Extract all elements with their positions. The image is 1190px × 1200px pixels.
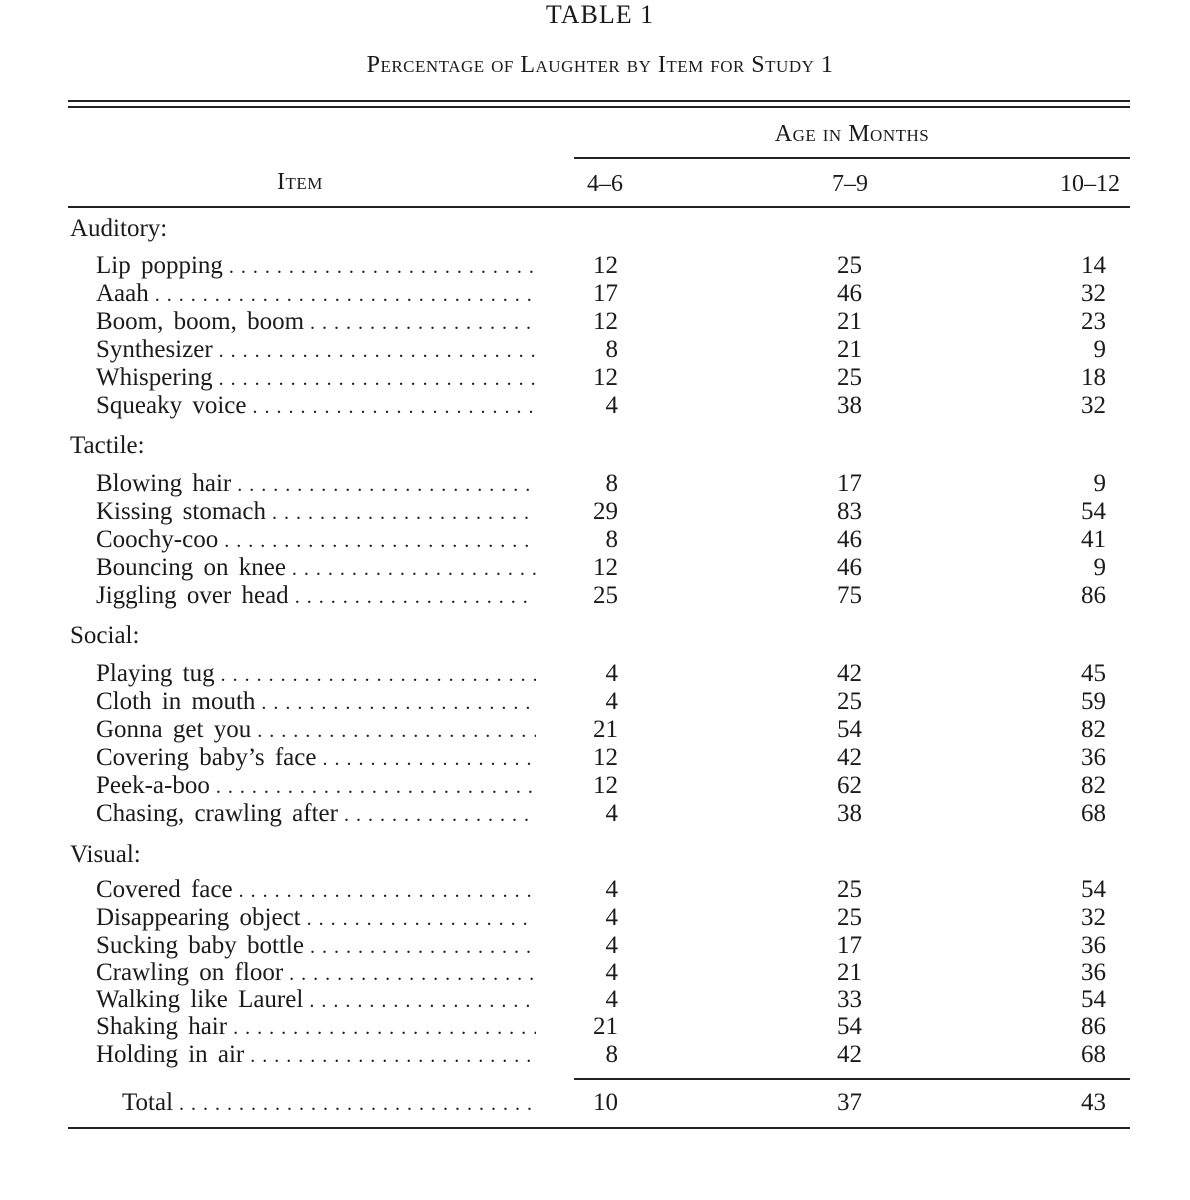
row-label: Whispering . . . [96, 364, 536, 393]
cell-4-6: 8 [605, 336, 618, 363]
row-label: Chasing, crawling after . . . [96, 800, 536, 829]
header-bottom-rule [68, 206, 1130, 208]
row-label: Crawling on floor . . . [96, 959, 536, 988]
row-label: Bouncing on knee . . . [96, 554, 536, 583]
cell-10-12: 32 [1081, 904, 1106, 931]
column-header-4-6: 4–6 [587, 171, 623, 197]
cell-7-9: 21 [837, 308, 862, 335]
cell-10-12: 32 [1081, 280, 1106, 307]
total-7-9: 37 [837, 1089, 862, 1116]
cell-7-9: 54 [837, 1013, 862, 1040]
row-label: Gonna get you . . . [96, 716, 536, 745]
table-row [0, 470, 1190, 498]
top-rule [68, 100, 1130, 102]
cell-4-6: 4 [605, 986, 618, 1013]
section-title-visual: Visual: [70, 841, 141, 868]
cell-10-12: 36 [1081, 744, 1106, 771]
cell-4-6: 4 [605, 688, 618, 715]
cell-4-6: 4 [605, 876, 618, 903]
row-label: Walking like Laurel . . . [96, 986, 536, 1015]
row-label: Aaah . . . [96, 280, 536, 309]
item-column-header: Item [277, 169, 323, 195]
row-label: Covering baby’s face . . . [96, 744, 536, 773]
cell-7-9: 46 [837, 554, 862, 581]
cell-10-12: 36 [1081, 959, 1106, 986]
cell-7-9: 38 [837, 392, 862, 419]
cell-10-12: 23 [1081, 308, 1106, 335]
cell-7-9: 75 [837, 582, 862, 609]
section-title-tactile: Tactile: [70, 432, 145, 459]
table-row [0, 932, 1190, 960]
cell-10-12: 59 [1081, 688, 1106, 715]
cell-10-12: 45 [1081, 660, 1106, 687]
cell-4-6: 4 [605, 904, 618, 931]
cell-10-12: 68 [1081, 800, 1106, 827]
row-label: Lip popping . . . [96, 252, 536, 281]
row-label: Blowing hair . . . [96, 470, 536, 499]
column-header-10-12: 10–12 [1060, 171, 1120, 197]
cell-4-6: 8 [605, 470, 618, 497]
table-row [0, 280, 1190, 308]
table-row [0, 716, 1190, 744]
cell-4-6: 12 [593, 554, 618, 581]
cell-7-9: 21 [837, 336, 862, 363]
table-row [0, 688, 1190, 716]
table-row [0, 986, 1190, 1014]
cell-4-6: 12 [593, 252, 618, 279]
cell-7-9: 17 [837, 932, 862, 959]
cell-4-6: 8 [605, 1041, 618, 1068]
table-row [0, 1013, 1190, 1041]
table-row [0, 498, 1190, 526]
cell-10-12: 14 [1081, 252, 1106, 279]
cell-7-9: 25 [837, 904, 862, 931]
total-label: Total . . . [122, 1089, 536, 1118]
cell-7-9: 46 [837, 526, 862, 553]
age-spanner-label: Age in Months [774, 121, 930, 147]
cell-4-6: 25 [593, 582, 618, 609]
cell-10-12: 82 [1081, 716, 1106, 743]
table-row [0, 800, 1190, 828]
table-row [0, 660, 1190, 688]
cell-7-9: 46 [837, 280, 862, 307]
table-row [0, 876, 1190, 904]
total-row [0, 1089, 1190, 1117]
row-label: Sucking baby bottle . . . [96, 932, 536, 961]
row-label: Shaking hair . . . [96, 1013, 536, 1042]
age-spanner-rule [574, 157, 1130, 159]
cell-7-9: 54 [837, 716, 862, 743]
cell-10-12: 68 [1081, 1041, 1106, 1068]
cell-4-6: 4 [605, 800, 618, 827]
cell-10-12: 9 [1093, 554, 1106, 581]
cell-4-6: 4 [605, 392, 618, 419]
section-title-social: Social: [70, 622, 140, 649]
table-row [0, 336, 1190, 364]
cell-4-6: 12 [593, 308, 618, 335]
cell-10-12: 54 [1081, 876, 1106, 903]
section-title-auditory: Auditory: [70, 215, 168, 242]
cell-4-6: 21 [593, 716, 618, 743]
cell-10-12: 82 [1081, 772, 1106, 799]
table-row [0, 772, 1190, 800]
bottom-rule [68, 1127, 1130, 1129]
row-label: Cloth in mouth . . . [96, 688, 536, 717]
table-row [0, 364, 1190, 392]
cell-4-6: 12 [593, 772, 618, 799]
cell-4-6: 4 [605, 660, 618, 687]
column-header-7-9: 7–9 [832, 171, 868, 197]
cell-4-6: 12 [593, 364, 618, 391]
cell-4-6: 4 [605, 959, 618, 986]
table-row [0, 959, 1190, 987]
cell-4-6: 8 [605, 526, 618, 553]
row-label: Squeaky voice . . . [96, 392, 536, 421]
cell-7-9: 42 [837, 1041, 862, 1068]
cell-10-12: 86 [1081, 1013, 1106, 1040]
row-label: Covered face . . . [96, 876, 536, 905]
row-label: Coochy-coo . . . [96, 526, 536, 555]
table-row [0, 904, 1190, 932]
cell-4-6: 4 [605, 932, 618, 959]
row-label: Holding in air . . . [96, 1041, 536, 1070]
cell-10-12: 41 [1081, 526, 1106, 553]
cell-10-12: 9 [1093, 470, 1106, 497]
cell-10-12: 36 [1081, 932, 1106, 959]
total-rule [574, 1078, 1130, 1080]
row-label: Disappearing object . . . [96, 904, 536, 933]
row-label: Boom, boom, boom . . . [96, 308, 536, 337]
row-label: Playing tug . . . [96, 660, 536, 689]
cell-4-6: 21 [593, 1013, 618, 1040]
table-row [0, 252, 1190, 280]
table-number: TABLE 1 [545, 0, 655, 29]
cell-4-6: 12 [593, 744, 618, 771]
cell-7-9: 33 [837, 986, 862, 1013]
cell-10-12: 32 [1081, 392, 1106, 419]
cell-10-12: 9 [1093, 336, 1106, 363]
top-rule-2 [68, 106, 1130, 108]
cell-7-9: 42 [837, 660, 862, 687]
table-row [0, 308, 1190, 336]
cell-10-12: 86 [1081, 582, 1106, 609]
row-label: Peek-a-boo . . . [96, 772, 536, 801]
cell-7-9: 38 [837, 800, 862, 827]
row-label: Jiggling over head . . . [96, 582, 536, 611]
table-row [0, 744, 1190, 772]
cell-10-12: 18 [1081, 364, 1106, 391]
cell-7-9: 25 [837, 688, 862, 715]
cell-7-9: 42 [837, 744, 862, 771]
row-label: Kissing stomach . . . [96, 498, 536, 527]
cell-4-6: 17 [593, 280, 618, 307]
cell-4-6: 29 [593, 498, 618, 525]
cell-7-9: 21 [837, 959, 862, 986]
cell-7-9: 17 [837, 470, 862, 497]
table-row [0, 582, 1190, 610]
table-row [0, 526, 1190, 554]
cell-7-9: 25 [837, 252, 862, 279]
table-row [0, 392, 1190, 420]
table-row [0, 1041, 1190, 1069]
cell-7-9: 83 [837, 498, 862, 525]
cell-10-12: 54 [1081, 498, 1106, 525]
cell-7-9: 62 [837, 772, 862, 799]
total-4-6: 10 [593, 1089, 618, 1116]
cell-10-12: 54 [1081, 986, 1106, 1013]
total-10-12: 43 [1081, 1089, 1106, 1116]
table-caption: Percentage of Laughter by Item for Study 1 [366, 52, 834, 78]
cell-7-9: 25 [837, 876, 862, 903]
table-row [0, 554, 1190, 582]
row-label: Synthesizer . . . [96, 336, 536, 365]
cell-7-9: 25 [837, 364, 862, 391]
